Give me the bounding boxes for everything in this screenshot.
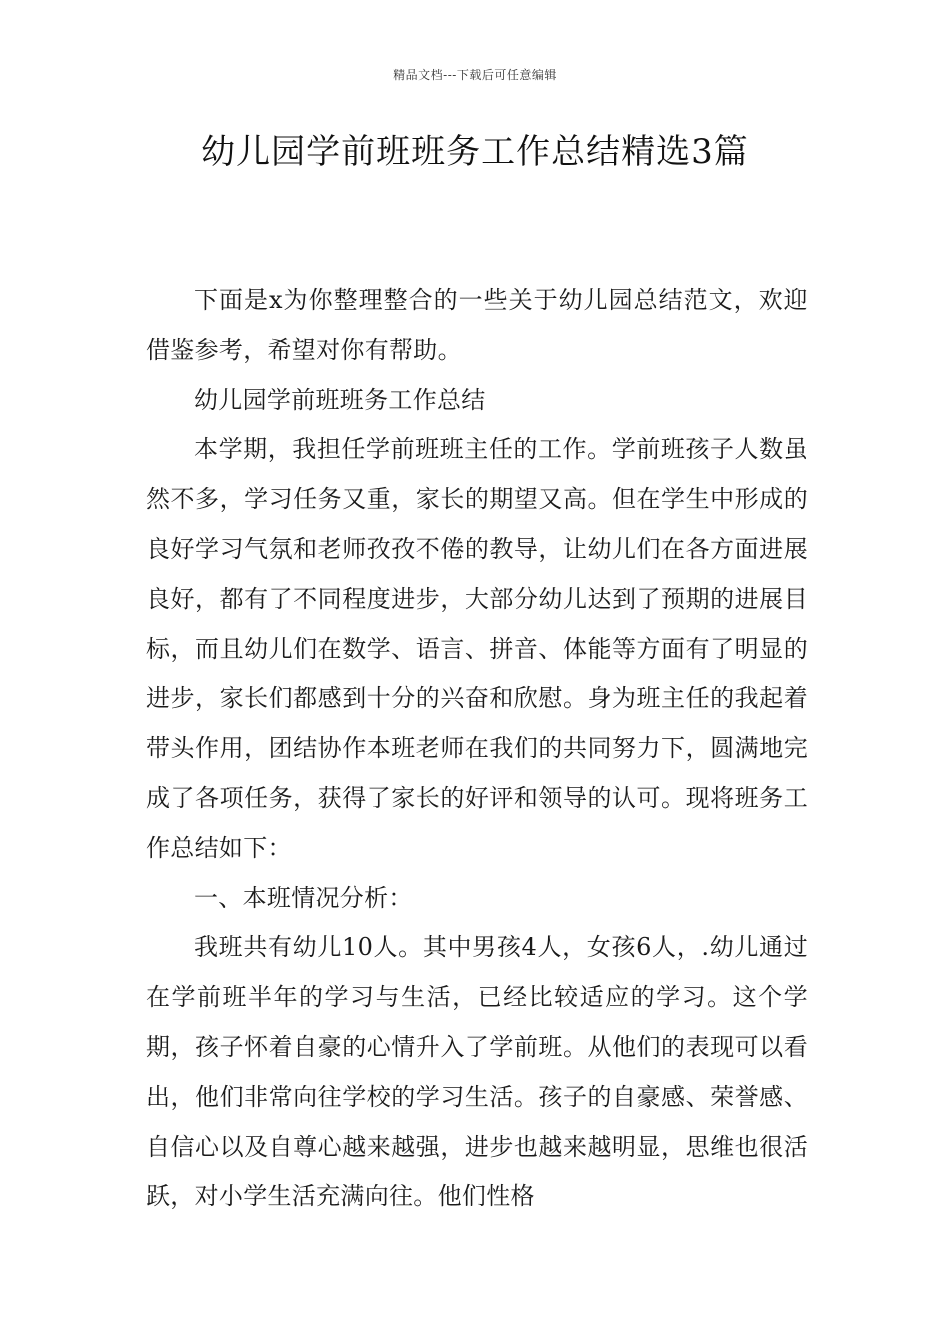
section-heading: 幼儿园学前班班务工作总结 xyxy=(194,385,486,414)
intro-paragraph: 下面是x为你整理整合的一些关于幼儿园总结范文，欢迎借鉴参考，希望对你有帮助。 xyxy=(146,286,808,364)
body-paragraph: 本学期，我担任学前班班主任的工作。学前班孩子人数虽然不多，学习任务又重，家长的期望又高。但在学生中形成的良好学习气氛和老师孜孜不倦的教导，让幼儿们在各方面进展良好，都有了不同程度进步，大部分幼儿达到了预期的进展目标，而且幼儿们在数学、语言、拼音、体能等方面有了明显的进步，家长们都感到十分的兴奋和欣慰。身为班主任的我起着带头作用，团结协作本班老师在我们的共同努力下，圆满地完成了各项任务，获得了家长的好评和领导的认可。现将班务工作总结如下： xyxy=(146,435,808,862)
body-paragraph: 我班共有幼儿10人。其中男孩4人，女孩6人，.幼儿通过在学前班半年的学习与生活，已经比较适应的学习。这个学期，孩子怀着自豪的心情升入了学前班。从他们的表现可以看出，他们非常向往学校的学习生活。孩子的自豪感、荣誉感、自信心以及自尊心越来越强，进步也越来越明显，思维也很活跃，对小学生活充满向往。他们性格 xyxy=(146,933,808,1211)
subsection-heading: 一、本班情况分析： xyxy=(194,883,413,912)
document-body xyxy=(146,276,808,1222)
document-title: 幼儿园学前班班务工作总结精选3篇 xyxy=(201,132,749,172)
header-note: 精品文档---下载后可任意编辑 xyxy=(393,68,557,82)
